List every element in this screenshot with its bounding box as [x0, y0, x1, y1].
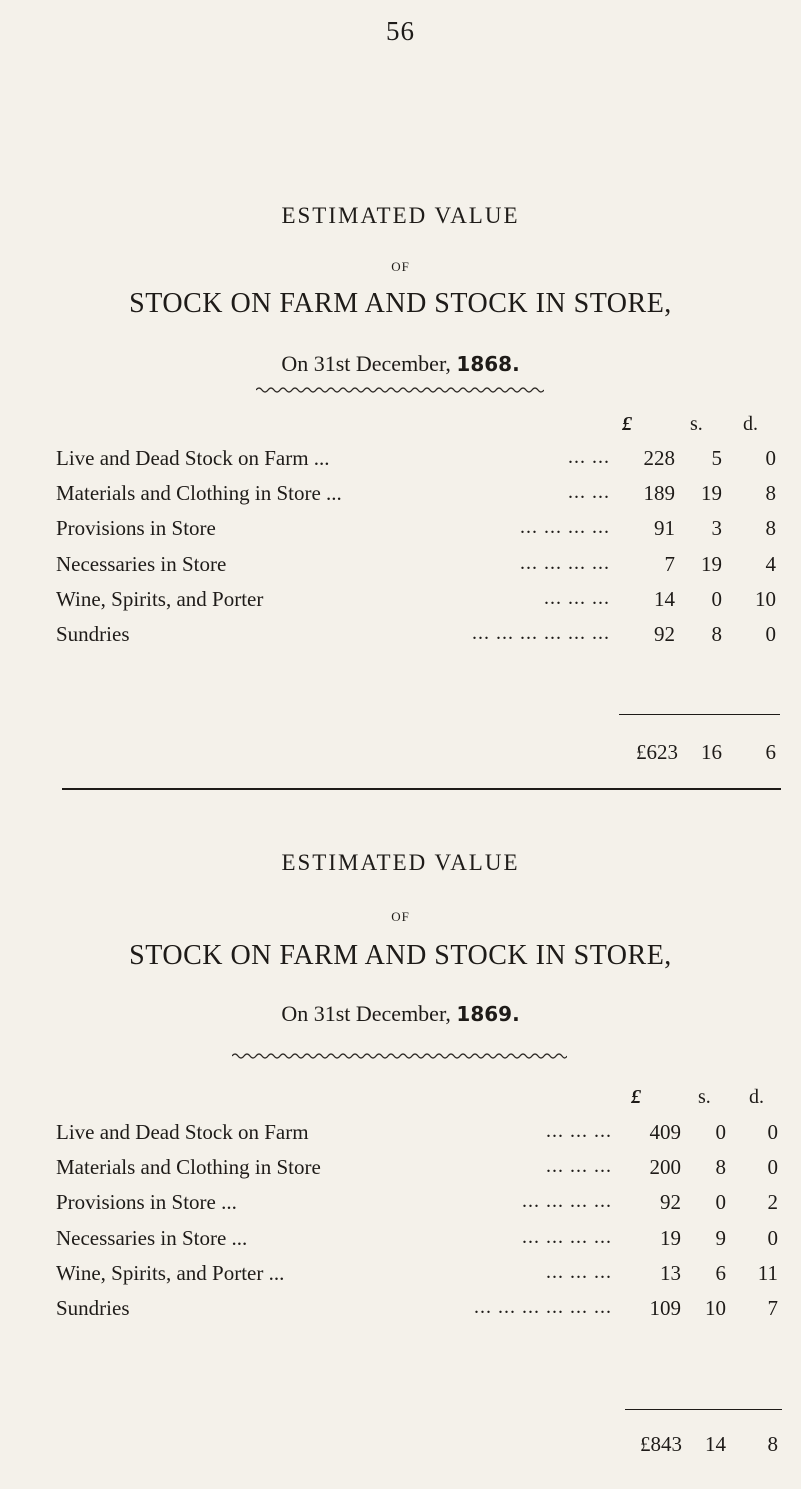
row-shillings: 3	[711, 516, 722, 541]
row-leader-dots: ... ... ...	[546, 1155, 612, 1178]
row-label: Sundries	[56, 622, 130, 646]
row-leader-dots: ... ... ... ...	[522, 1225, 612, 1248]
row-shillings: 8	[715, 1155, 726, 1180]
row-pence: 7	[767, 1296, 778, 1320]
row-shillings: 19	[701, 551, 722, 576]
section-1-date	[0, 351, 801, 377]
row-leader-dots: ... ... ... ... ... ...	[474, 1296, 612, 1318]
row-label: Necessaries in Store ...	[56, 1225, 248, 1250]
row-shillings: 8	[711, 622, 722, 646]
row-shillings: 0	[715, 1120, 726, 1144]
row-pounds: 92	[654, 622, 675, 646]
section-1-of: OF	[391, 259, 410, 274]
row-pence: 0	[765, 446, 776, 470]
row-shillings: 9	[715, 1225, 726, 1250]
row-pounds: 92	[660, 1190, 681, 1215]
row-leader-dots: ... ... ... ...	[520, 551, 610, 574]
row-shillings: 5	[711, 446, 722, 470]
row-shillings: 19	[701, 481, 722, 506]
table-row	[0, 1155, 801, 1189]
row-pence: 0	[765, 622, 776, 646]
row-label: Provisions in Store ...	[56, 1190, 237, 1215]
table-row	[0, 1120, 801, 1154]
section-2-year: 1869.	[456, 1002, 520, 1026]
section-1-total-shillings: 16	[701, 740, 722, 764]
row-shillings: 0	[711, 586, 722, 611]
row-leader-dots: ... ... ... ...	[520, 516, 610, 539]
section-2-subject: STOCK ON FARM AND STOCK IN STORE,	[129, 940, 672, 971]
row-pounds: 409	[649, 1120, 681, 1144]
row-label: Live and Dead Stock on Farm ...	[56, 446, 330, 470]
row-pounds: 109	[649, 1296, 681, 1320]
row-pounds: 189	[643, 481, 675, 506]
section-1-subject: STOCK ON FARM AND STOCK IN STORE,	[129, 288, 672, 319]
row-label: Wine, Spirits, and Porter	[56, 586, 264, 611]
row-pence: 10	[755, 586, 776, 611]
row-pounds: 228	[643, 446, 675, 470]
row-pounds: 200	[649, 1155, 681, 1180]
row-pence: 0	[767, 1225, 778, 1250]
column-pence-header: d.	[749, 1086, 764, 1108]
row-label: Materials and Clothing in Store	[56, 1155, 321, 1180]
table-row	[0, 552, 801, 586]
row-pence: 8	[765, 516, 776, 541]
page-number: 56	[386, 16, 415, 46]
row-pence: 4	[765, 551, 776, 576]
section-1-heading: ESTIMATED VALUE	[281, 203, 520, 228]
row-leader-dots: ... ...	[568, 446, 610, 468]
total-rule	[619, 714, 780, 715]
row-label: Wine, Spirits, and Porter ...	[56, 1260, 285, 1285]
section-2-date-prefix: On 31st December,	[281, 1001, 451, 1026]
section-2-total-pounds: £843	[640, 1432, 682, 1456]
section-1-total-pence: 6	[765, 740, 776, 764]
table-row	[0, 481, 801, 515]
row-label: Materials and Clothing in Store ...	[56, 481, 342, 506]
table-row	[0, 516, 801, 550]
column-pounds-header: £	[631, 1086, 641, 1108]
table-row	[0, 446, 801, 480]
section-1-year: 1868.	[456, 352, 520, 376]
section-2-total-shillings: 14	[705, 1432, 726, 1456]
row-leader-dots: ... ... ... ...	[522, 1190, 612, 1213]
column-pence-header: d.	[743, 413, 758, 435]
column-shillings-header: s.	[698, 1086, 711, 1108]
row-shillings: 0	[715, 1190, 726, 1215]
row-pounds: 13	[660, 1260, 681, 1285]
decorative-wavy-rule	[256, 386, 544, 394]
row-pounds: 7	[664, 551, 675, 576]
section-1-date-prefix: On 31st December,	[281, 351, 451, 376]
row-label: Provisions in Store	[56, 516, 216, 541]
section-separator	[62, 788, 781, 790]
row-pence: 8	[765, 481, 776, 506]
row-shillings: 6	[715, 1260, 726, 1285]
table-row	[0, 1261, 801, 1295]
section-2-of: OF	[391, 909, 410, 924]
total-rule	[625, 1409, 782, 1410]
row-leader-dots: ... ... ...	[544, 586, 610, 609]
row-pounds: 19	[660, 1225, 681, 1250]
section-1-total-pounds: £623	[636, 740, 678, 764]
decorative-wavy-rule	[232, 1052, 567, 1060]
row-leader-dots: ... ... ...	[546, 1120, 612, 1142]
table-row	[0, 1226, 801, 1260]
row-leader-dots: ... ...	[568, 481, 610, 504]
row-leader-dots: ... ... ... ... ... ...	[472, 622, 610, 644]
table-row	[0, 587, 801, 621]
table-row	[0, 1296, 801, 1330]
row-pence: 11	[757, 1260, 778, 1285]
row-label: Live and Dead Stock on Farm	[56, 1120, 309, 1144]
row-pounds: 91	[654, 516, 675, 541]
section-2-date	[0, 1001, 801, 1027]
table-row	[0, 622, 801, 656]
row-pence: 0	[767, 1155, 778, 1180]
row-pence: 2	[767, 1190, 778, 1215]
section-2-total-pence: 8	[767, 1432, 778, 1456]
row-label: Necessaries in Store	[56, 551, 227, 576]
row-pounds: 14	[654, 586, 675, 611]
column-shillings-header: s.	[690, 413, 703, 435]
section-2-heading: ESTIMATED VALUE	[281, 850, 520, 875]
table-row	[0, 1190, 801, 1224]
row-label: Sundries	[56, 1296, 130, 1320]
row-shillings: 10	[705, 1296, 726, 1320]
column-pounds-header: £	[622, 413, 632, 435]
row-pence: 0	[767, 1120, 778, 1144]
row-leader-dots: ... ... ...	[546, 1260, 612, 1283]
